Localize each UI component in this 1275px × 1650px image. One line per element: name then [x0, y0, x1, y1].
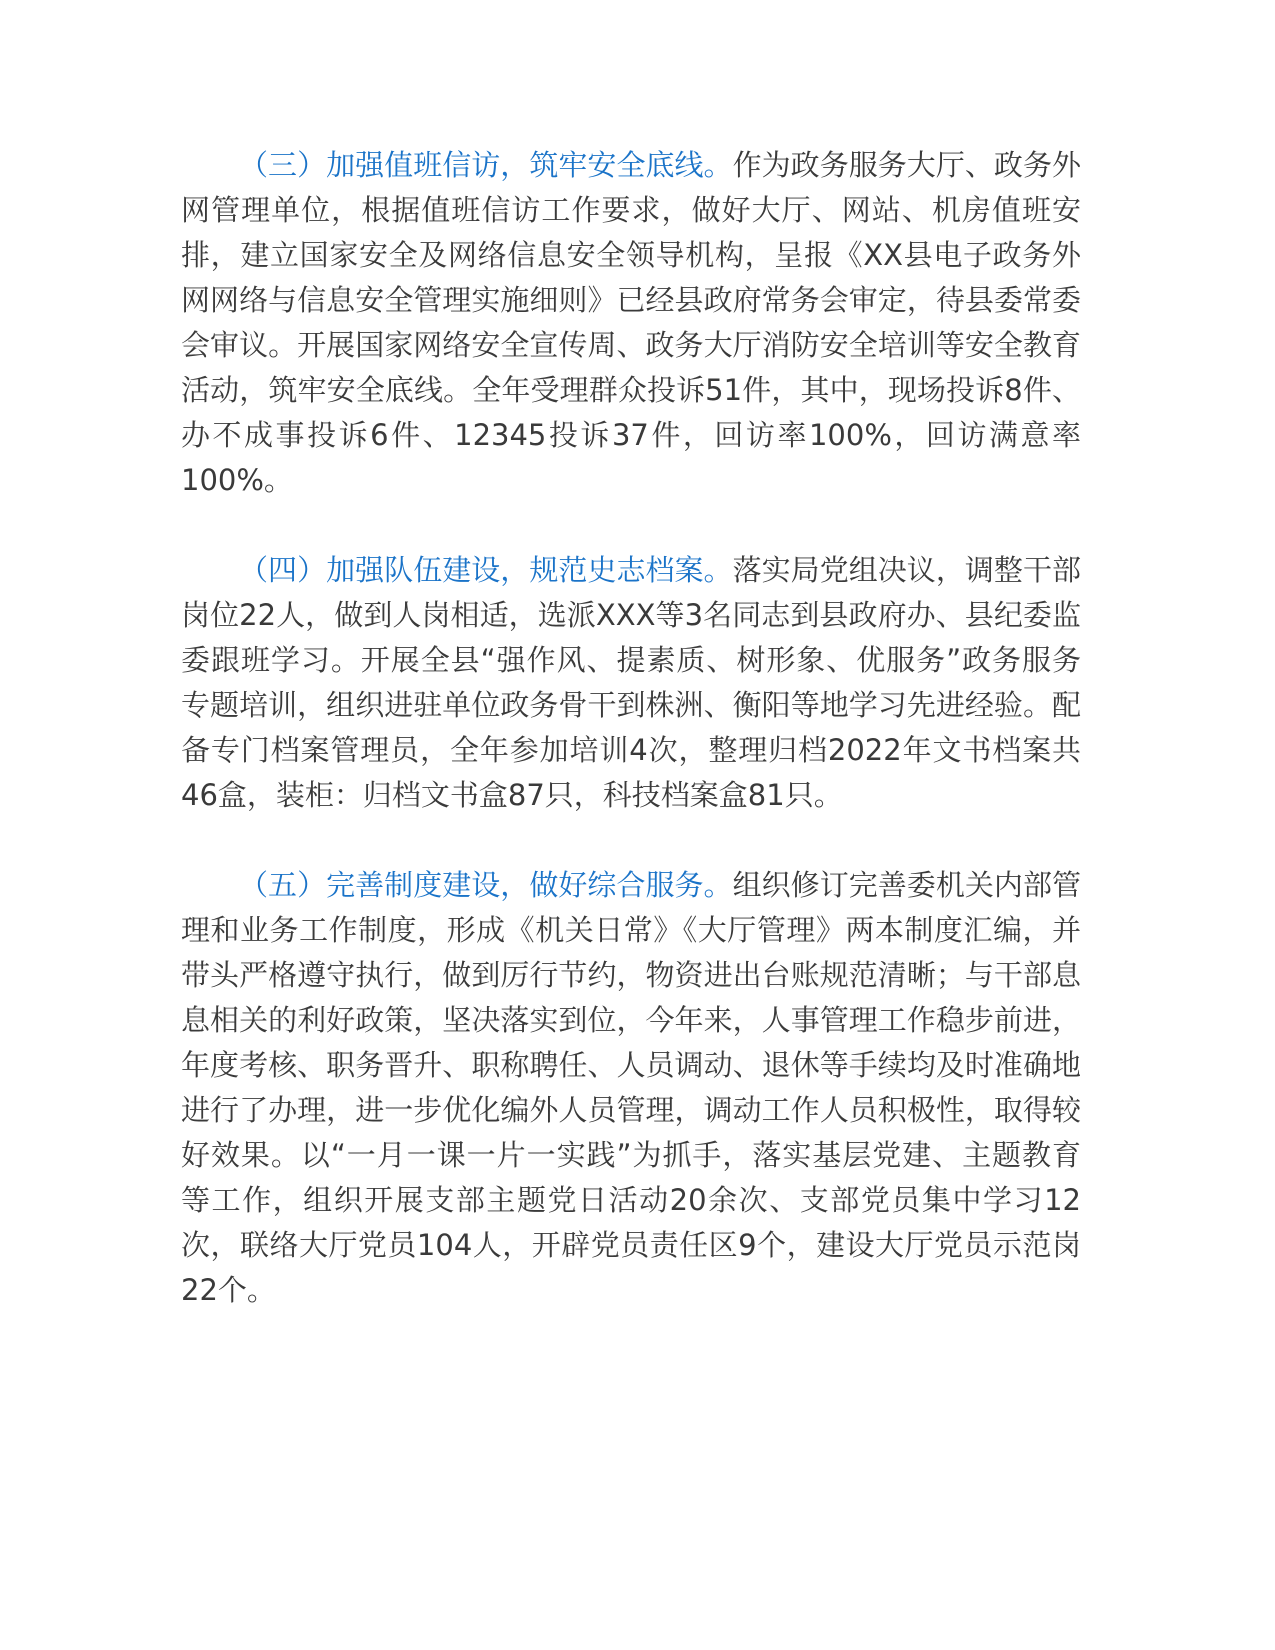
paragraph-system-building: [181, 863, 1081, 1313]
paragraph-heading: （三）加强值班信访，筑牢安全底线。: [239, 148, 733, 182]
paragraph-body: 作为政务服务大厅、政务外网管理单位，根据值班信访工作要求，做好大厅、网站、机房值班安排，建立国家安全及网络信息安全领导机构，呈报《XX县电子政务外网网络与信息安全管理实施细则》已经县政府常务会审定，待县委常委会审议。开展国家网络安全宣传周、政务大厅消防安全培训等安全教育活动，筑牢安全底线。全年受理群众投诉51件，其中，现场投诉8件、办不成事投诉6件、12345投诉37件，回访率100%，回访满意率100%。: [181, 148, 1081, 497]
paragraph-heading: （四）加强队伍建设，规范史志档案。: [239, 553, 733, 587]
paragraph-body: 组织修订完善委机关内部管理和业务工作制度，形成《机关日常》《大厅管理》两本制度汇编，并带头严格遵守执行，做到厉行节约，物资进出台账规范清晰；与干部息息相关的利好政策，坚决落实到位，今年来，人事管理工作稳步前进，年度考核、职务晋升、职称聘任、人员调动、退休等手续均及时准确地进行了办理，进一步优化编外人员管理，调动工作人员积极性，取得较好效果。以“一月一课一片一实践”为抓手，落实基层党建、主题教育等工作，组织开展支部主题党日活动20余次、支部党员集中学习12次，联络大厅党员104人，开辟党员责任区9个，建设大厅党员示范岗22个。: [181, 868, 1081, 1307]
paragraph-team-building: [181, 548, 1081, 818]
paragraph-body: 落实局党组决议，调整干部岗位22人，做到人岗相适，选派XXX等3名同志到县政府办、县纪委监委跟班学习。开展全县“强作风、提素质、树形象、优服务”政务服务专题培训，组织进驻单位政务骨干到株洲、衡阳等地学习先进经验。配备专门档案管理员，全年参加培训4次，整理归档2022年文书档案共46盒，装柜：归档文书盒87只，科技档案盒81只。: [181, 553, 1081, 812]
document-page: [181, 143, 1081, 1313]
paragraph-heading: （五）完善制度建设，做好综合服务。: [239, 868, 733, 902]
paragraph-security: [181, 143, 1081, 503]
